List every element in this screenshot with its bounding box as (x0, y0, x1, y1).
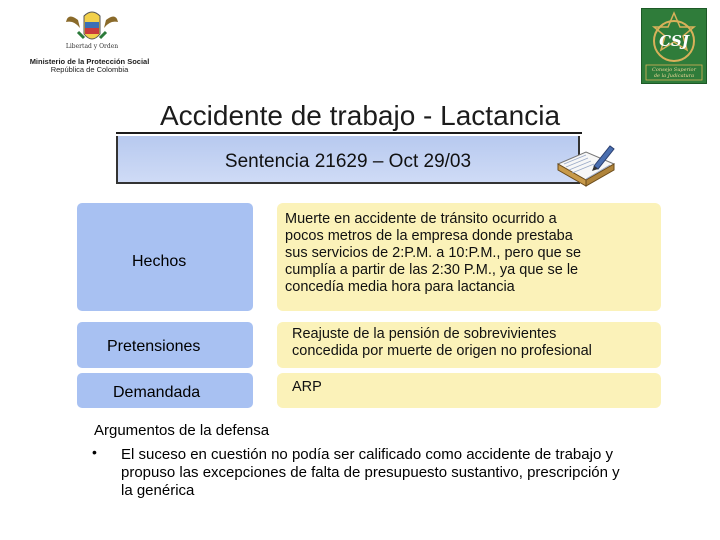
arguments-title: Argumentos de la defensa (94, 422, 270, 439)
arguments-line-3: la genérica (121, 482, 195, 499)
ministry-line-1: Ministerio de la Protección Social (29, 57, 150, 66)
content-pretensiones-line-1: Reajuste de la pensión de sobrevivientes (292, 326, 557, 342)
arguments-line-1: El suceso en cuestión no podía ser calificado como accidente de trabajo y (121, 446, 613, 463)
svg-text:Consejo Superior: Consejo Superior (652, 67, 696, 73)
content-pretensiones (292, 326, 657, 360)
svg-text:CSJ: CSJ (659, 32, 689, 50)
bullet-marker: • (92, 444, 97, 460)
sentence-banner-text: Sentencia 21629 – Oct 29/03 (224, 151, 472, 172)
coat-of-arms-icon (64, 8, 120, 58)
content-demandada (292, 379, 322, 396)
coat-motto (62, 44, 122, 50)
content-pretensiones-line-2: concedida por muerte de origen no profesional (292, 343, 592, 359)
coat-motto-line-1: Libertad y Orden (65, 43, 119, 50)
csj-logo-graphic (642, 9, 706, 83)
label-pretensiones: Pretensiones (107, 338, 201, 355)
content-hechos (285, 211, 655, 296)
label-demandada: Demandada (113, 384, 201, 401)
arguments-line-2: propuso las excepciones de falta de presupuesto sustantivo, prescripción y (121, 464, 620, 481)
content-demandada-line-1: ARP (292, 379, 322, 395)
title-underline (116, 132, 582, 134)
svg-text:de la Judicatura: de la Judicatura (653, 73, 695, 79)
ministry-line-2: República de Colombia (50, 65, 129, 74)
content-hechos-line-5: concedía media hora para lactancia (285, 279, 515, 295)
notebook-pen-icon (552, 140, 618, 192)
csj-logo-icon (641, 8, 707, 84)
content-hechos-line-3: sus servicios de 2:P.M. a 10:P.M., pero que se (285, 245, 582, 261)
content-hechos-line-2: pocos metros de la empresa donde prestaba (285, 228, 573, 244)
content-hechos-line-1: Muerte en accidente de tránsito ocurrido a (285, 211, 557, 227)
content-box-demandada (277, 373, 661, 408)
label-hechos: Hechos (132, 253, 187, 270)
content-hechos-line-4: cumplía a partir de las 2:30 P.M., ya que se le (285, 262, 579, 278)
arguments-body (121, 446, 661, 500)
ministry-caption (22, 58, 157, 74)
slide-title: Accidente de trabajo - Lactancia (159, 100, 561, 131)
